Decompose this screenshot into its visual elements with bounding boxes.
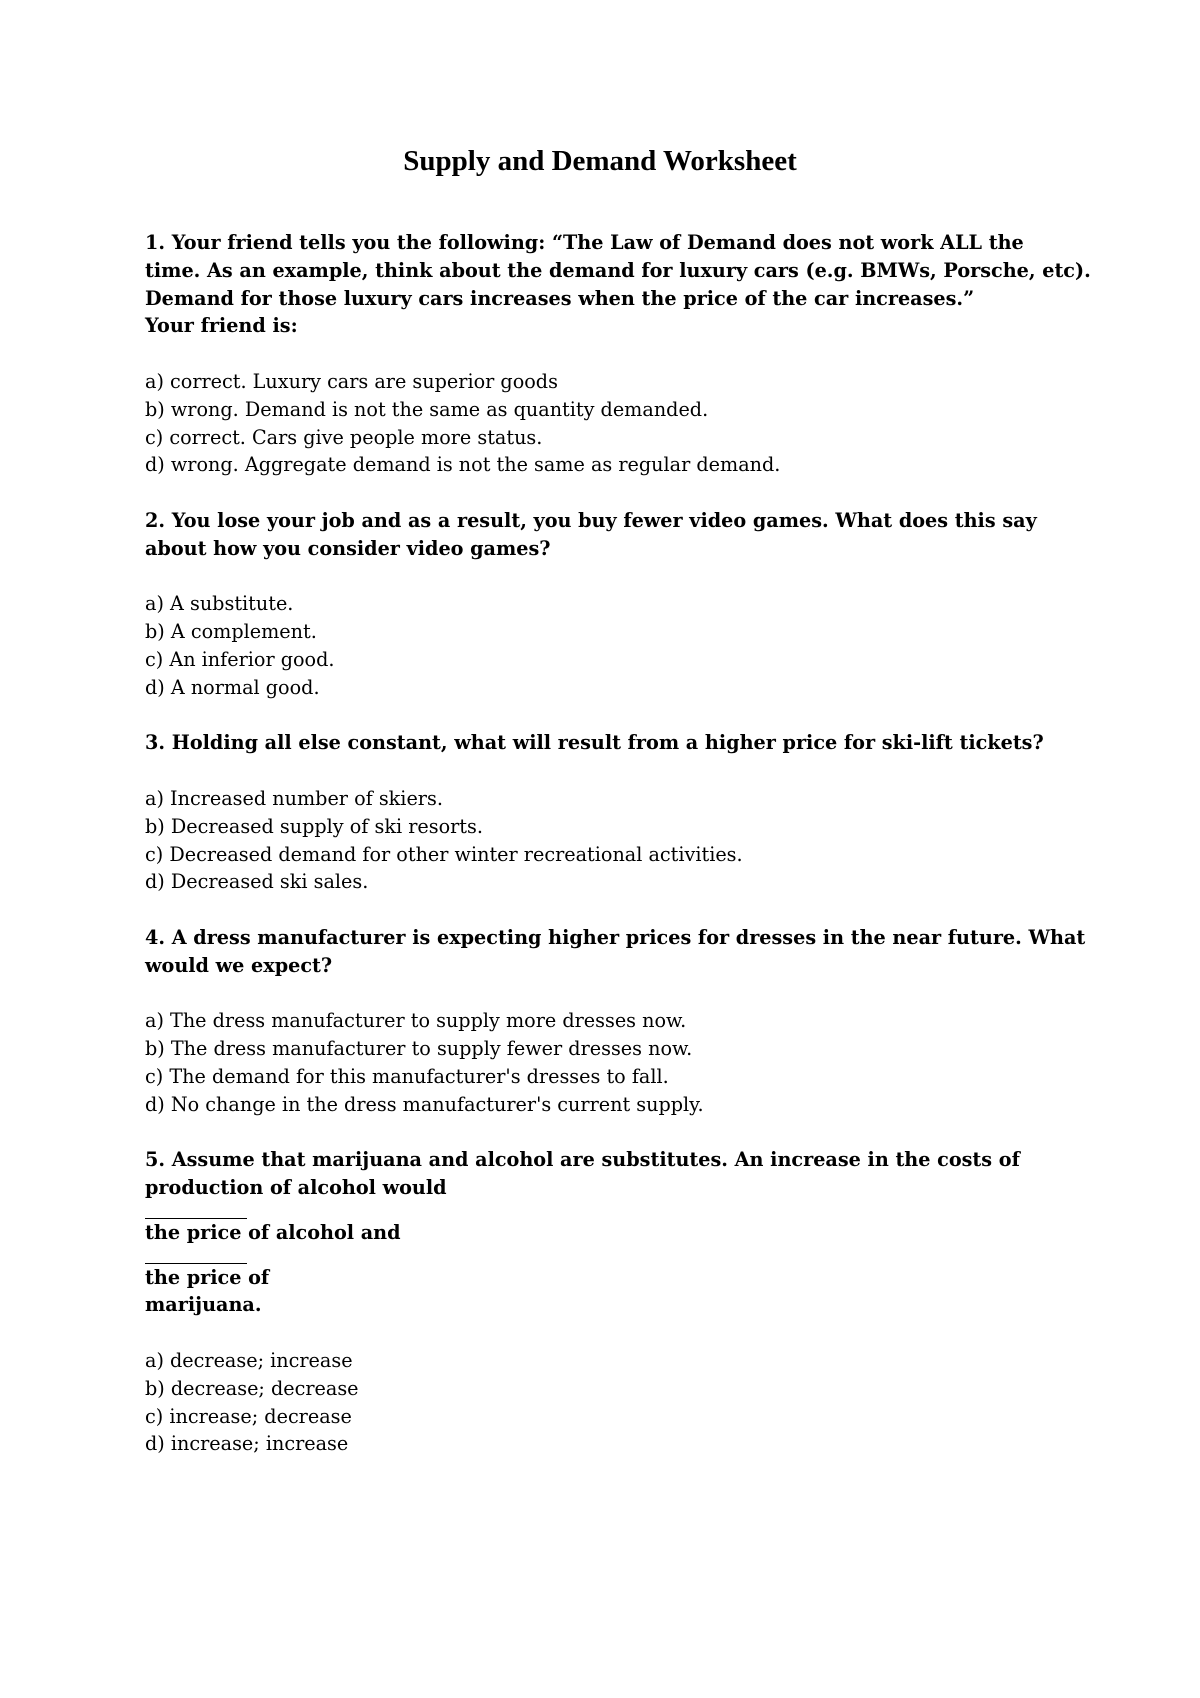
question-line-with-blanks [145, 1174, 1065, 1291]
question-line: would we expect? [145, 953, 333, 977]
question-line: 3. Holding all else constant, what will result from a higher price for ski-lift tickets? [145, 731, 1044, 755]
answer-option: a) The dress manufacturer to supply more dresses now. [145, 1009, 687, 1033]
question-3 [145, 729, 1065, 896]
question-5-options [145, 1347, 1065, 1458]
question-line: 2. You lose your job and as a result, you buy fewer video games. What does this say [145, 508, 1037, 532]
answer-option: d) A normal good. [145, 675, 320, 699]
question-fragment: the price of alcohol and [145, 1220, 401, 1244]
question-5 [145, 1146, 1065, 1458]
answer-option: c) An inferior good. [145, 647, 335, 671]
question-1-options [145, 368, 1065, 479]
question-1 [145, 229, 1091, 479]
page-title: Supply and Demand Worksheet [403, 145, 797, 177]
answer-option: c) The demand for this manufacturer's dresses to fall. [145, 1064, 669, 1088]
fill-in-blank [145, 1247, 247, 1264]
question-line: Demand for those luxury cars increases when the price of the car increases.” [145, 286, 975, 310]
question-line: time. As an example, think about the demand for luxury cars (e.g. BMWs, Porsche, etc). [145, 258, 1091, 282]
fill-in-blank [145, 1202, 247, 1219]
answer-option: a) A substitute. [145, 592, 294, 616]
question-line: 1. Your friend tells you the following: “The Law of Demand does not work ALL the [145, 231, 1024, 254]
answer-option: a) correct. Luxury cars are superior goods [145, 369, 558, 393]
answer-option: b) Decreased supply of ski resorts. [145, 814, 483, 838]
answer-option: d) Decreased ski sales. [145, 870, 369, 894]
question-fragment: the price of [145, 1265, 270, 1289]
question-line: 5. Assume that marijuana and alcohol are substitutes. An increase in the costs of [145, 1148, 1020, 1172]
answer-option: b) A complement. [145, 620, 317, 644]
question-3-text [145, 729, 1065, 757]
question-fragment: production of alcohol would [145, 1176, 447, 1200]
question-3-options [145, 785, 1065, 896]
question-2-options [145, 590, 1065, 701]
answer-option: c) Decreased demand for other winter recreational activities. [145, 842, 743, 866]
question-4 [145, 924, 1086, 1119]
question-2 [145, 507, 1065, 702]
question-2-text [145, 507, 1065, 563]
question-line: about how you consider video games? [145, 536, 551, 560]
question-4-options [145, 1007, 1065, 1118]
question-line: marijuana. [145, 1293, 262, 1317]
question-line: Your friend is: [145, 314, 298, 338]
answer-option: b) The dress manufacturer to supply fewer dresses now. [145, 1037, 693, 1061]
question-1-text [145, 229, 1091, 340]
answer-option: d) increase; increase [145, 1432, 349, 1456]
question-line: 4. A dress manufacturer is expecting higher prices for dresses in the near future. What [145, 925, 1086, 949]
answer-option: b) wrong. Demand is not the same as quantity demanded. [145, 397, 709, 421]
answer-option: b) decrease; decrease [145, 1376, 359, 1400]
answer-option: c) increase; decrease [145, 1404, 352, 1428]
question-5-text [145, 1146, 1065, 1319]
answer-option: d) No change in the dress manufacturer's current supply. [145, 1092, 704, 1116]
question-4-text [145, 924, 1086, 980]
worksheet-content [145, 229, 1091, 1486]
answer-option: a) decrease; increase [145, 1349, 353, 1373]
answer-option: a) Increased number of skiers. [145, 786, 443, 810]
answer-option: c) correct. Cars give people more status. [145, 425, 543, 449]
answer-option: d) wrong. Aggregate demand is not the same as regular demand. [145, 453, 781, 477]
